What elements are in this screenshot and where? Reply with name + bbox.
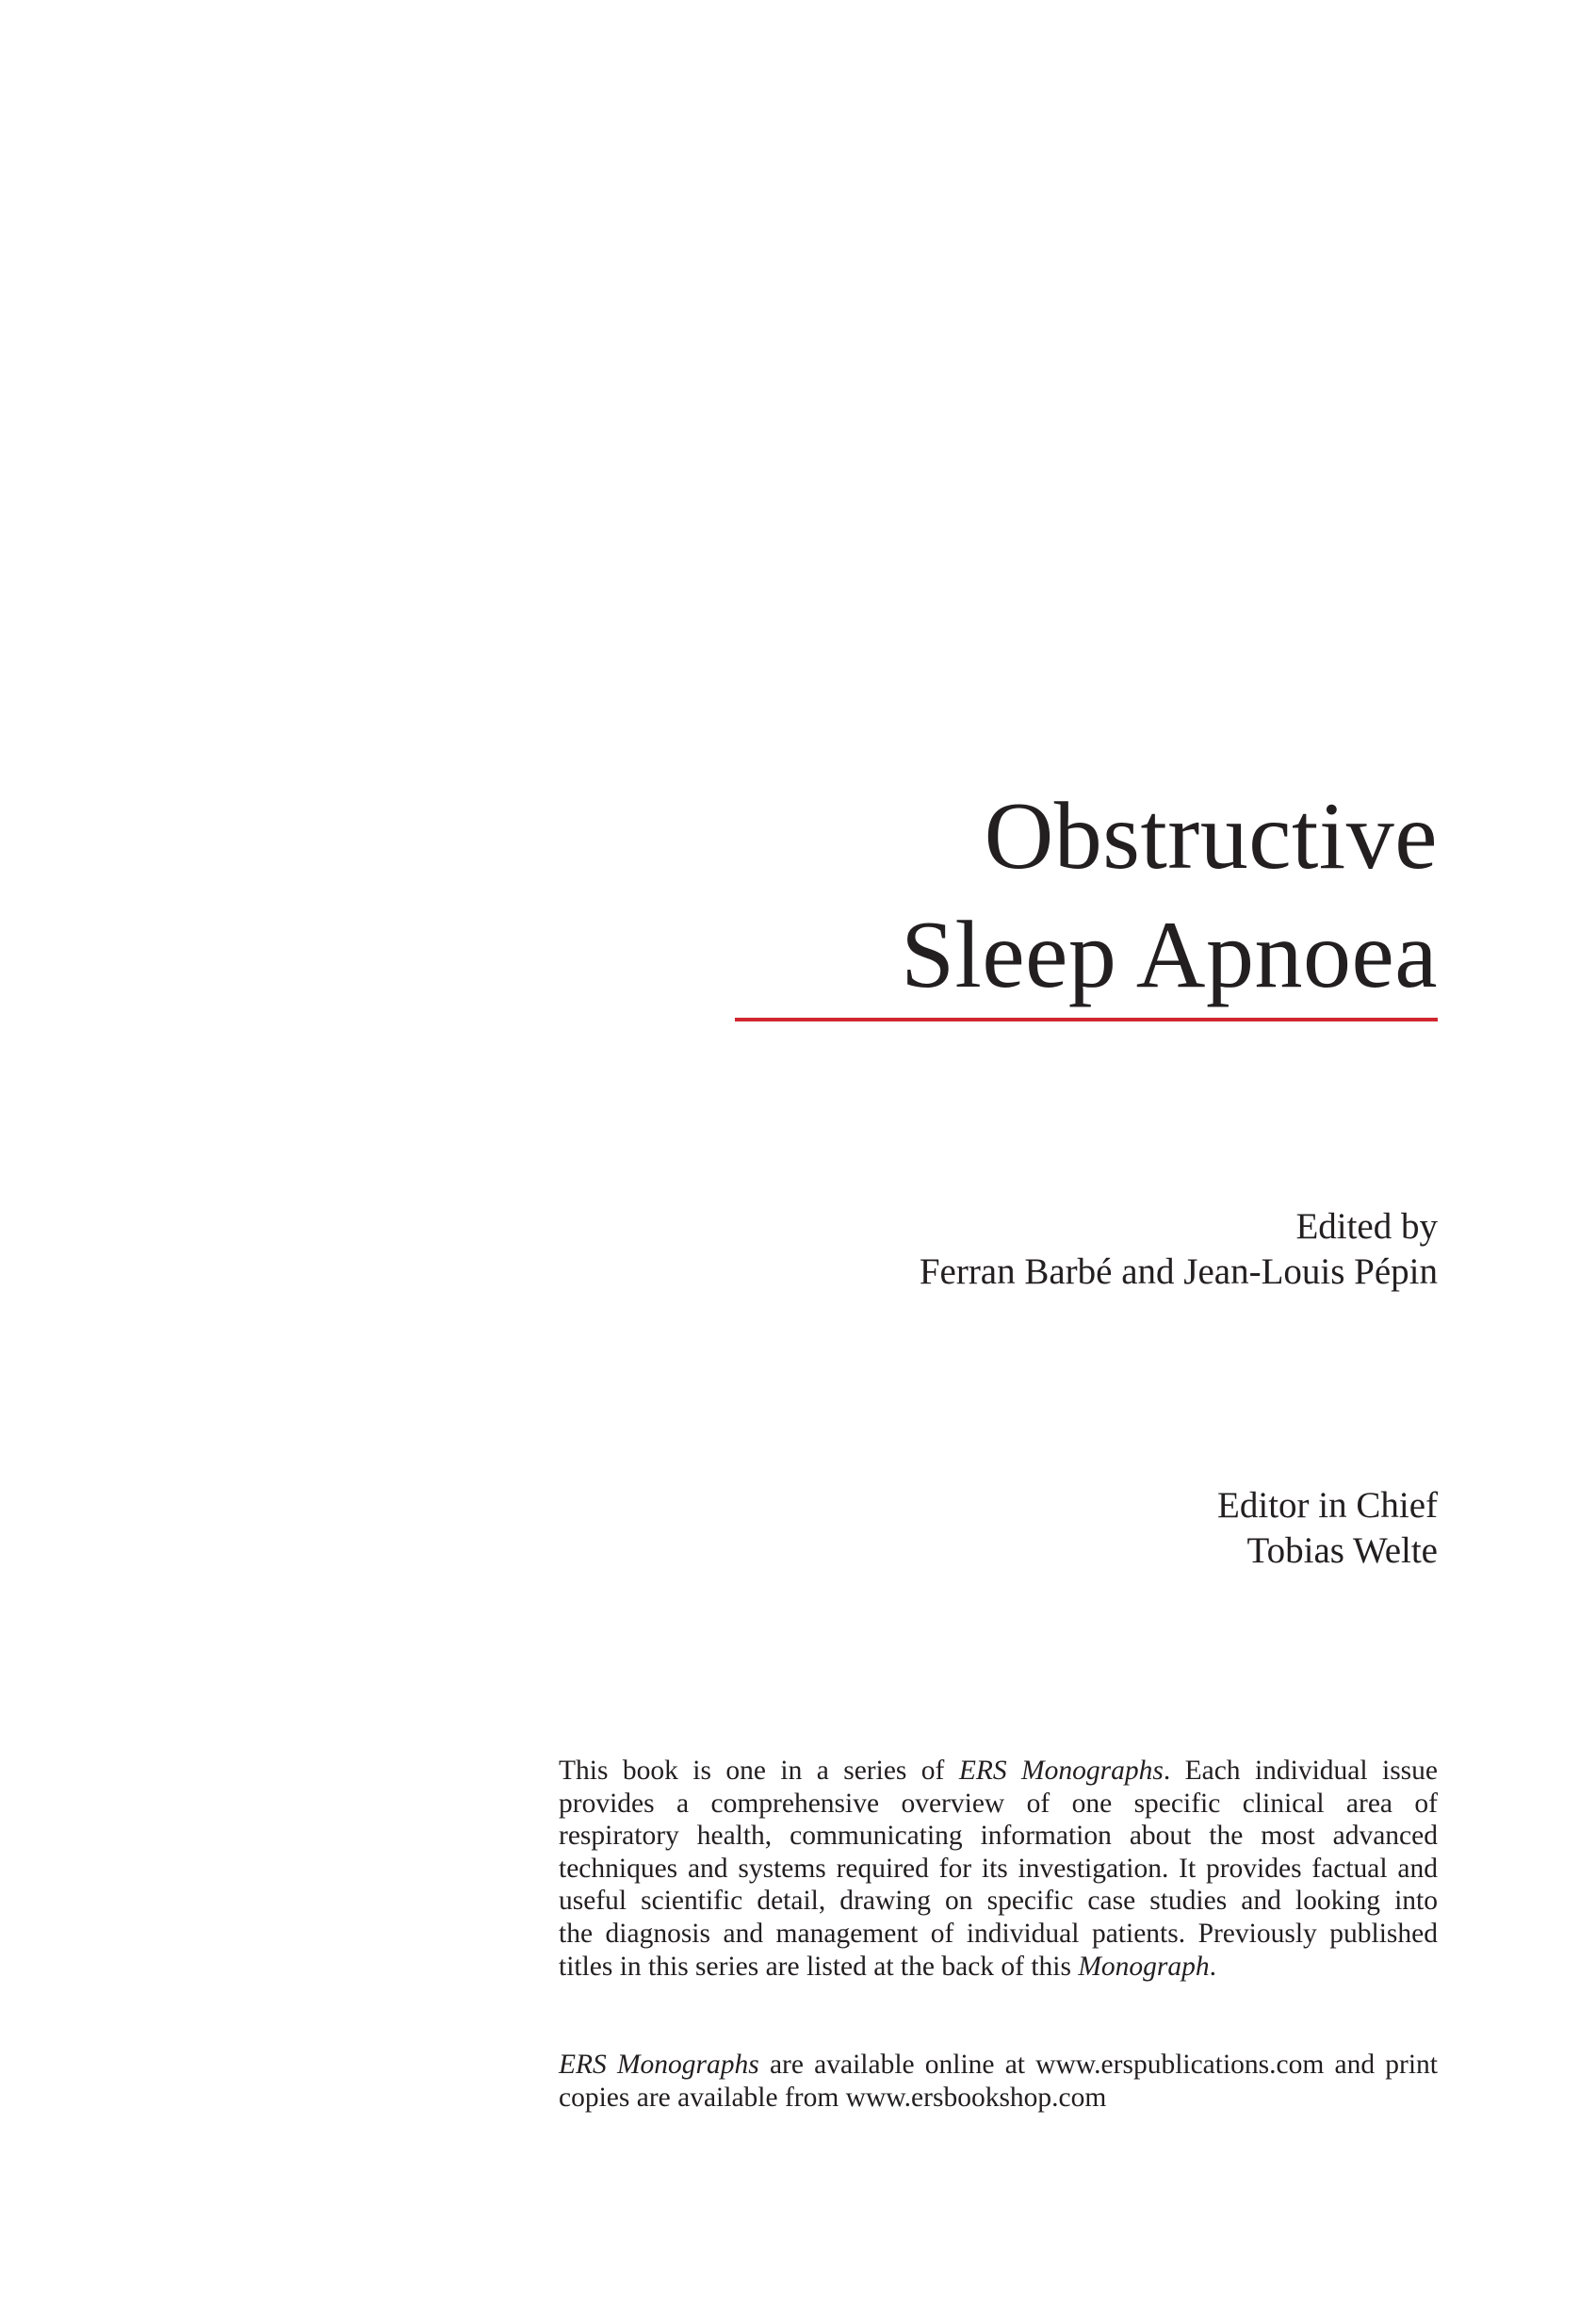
- editor-in-chief-block: [590, 1483, 1438, 1574]
- title-underline-divider: [735, 1018, 1438, 1021]
- description-line: titles in this series are listed at the back of this Monograph.: [559, 1951, 1217, 1982]
- availability-line: ERS Monographs are available online at www.erspublications.com and print: [559, 2050, 1438, 2080]
- description-line: respiratory health, communicating information about the most advanced: [559, 1821, 1438, 1852]
- description-line: provides a comprehensive overview of one specific clinical area of: [559, 1788, 1438, 1819]
- book-title-line-1: Obstructive: [984, 783, 1438, 890]
- description-line: useful scientific detail, drawing on specific case studies and looking into: [559, 1886, 1438, 1917]
- editor-names: Ferran Barbé and Jean-Louis Pépin: [919, 1251, 1438, 1292]
- editor-in-chief-name: Tobias Welte: [1246, 1530, 1438, 1571]
- description-line: This book is one in a series of ERS Monographs. Each individual issue: [559, 1756, 1439, 1786]
- editor-in-chief-label: Editor in Chief: [1217, 1485, 1438, 1526]
- book-title-line-2: Sleep Apnoea: [901, 902, 1438, 1008]
- availability-line: copies are available from www.ersbookshop.com: [559, 2082, 1107, 2113]
- description-line: the diagnosis and management of individual patients. Previously published: [559, 1918, 1438, 1949]
- editors-block: [590, 1204, 1438, 1295]
- description-line: techniques and systems required for its investigation. It provides factual and: [559, 1853, 1438, 1884]
- availability-paragraph: [559, 2049, 1438, 2114]
- book-title: [590, 777, 1438, 1015]
- edited-by-label: Edited by: [1295, 1206, 1438, 1247]
- series-description-paragraph: [559, 1755, 1438, 1983]
